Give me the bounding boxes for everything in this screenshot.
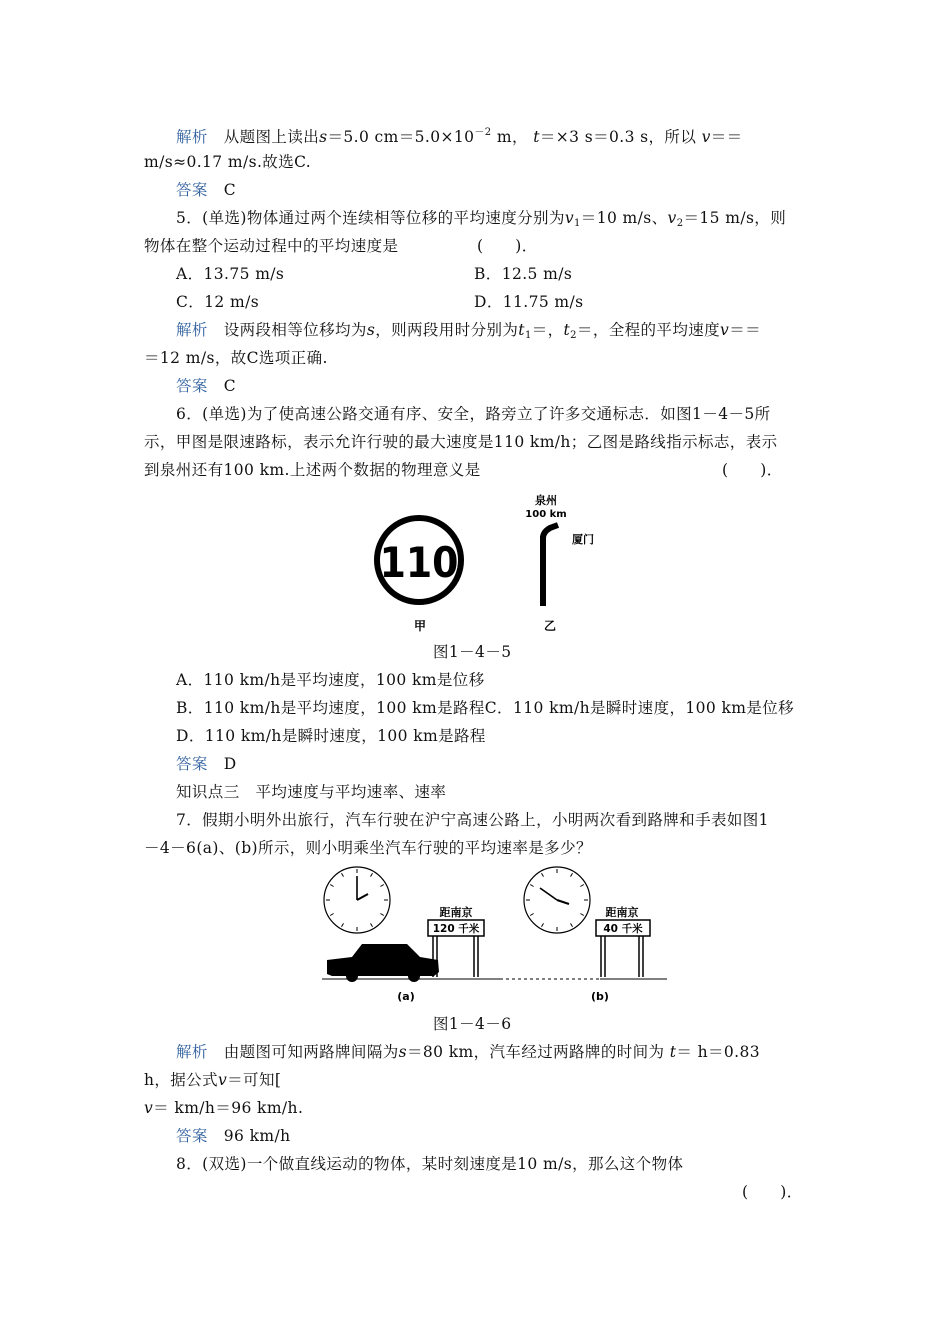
dest-quanzhou-distance: 100 km: [525, 509, 567, 520]
q5-analysis-line-2: ＝12 m/s，故C选项正确.: [144, 349, 328, 367]
q8-stem-line-1: 8．(双选)一个做直线运动的物体，某时刻速度是10 m/s，那么这个物体: [176, 1155, 684, 1173]
clock-b: [524, 867, 590, 933]
analysis-label: 解析: [176, 321, 208, 339]
q5-option-c: C．12 m/s: [176, 293, 260, 311]
dest-xiamen: 厦门: [572, 533, 594, 546]
q6-option-a: A．110 km/h是平均速度，100 km是位移: [176, 671, 485, 689]
answer-label: 答案: [176, 755, 208, 773]
q6-answer: 答案 D: [176, 755, 237, 773]
figure-caption: 图1－4－6: [433, 1015, 512, 1033]
answer-paren: ( )．: [477, 237, 538, 255]
answer-paren: ( )．: [742, 1183, 803, 1201]
q5-answer: 答案 C: [176, 377, 236, 395]
analysis-label: 解析: [176, 1043, 208, 1061]
q5-option-a: A．13.75 m/s: [176, 265, 285, 283]
q6-stem-line-2: 示，甲图是限速路标，表示允许行驶的最大速度是110 km/h；乙图是路线指示标志，表示: [144, 433, 778, 451]
label-b: (b): [591, 990, 609, 1003]
q6-stem-line-3: 到泉州还有100 km.上述两个数据的物理意义是 ( )．: [144, 461, 783, 479]
speed-limit-sign: [377, 518, 461, 602]
q7-analysis-line-3: v＝ km/h＝96 km/h.: [144, 1099, 304, 1117]
sign-distance-b: 40 千米: [603, 923, 643, 935]
q5-analysis-line-1: 解析 设两段相等位移均为s，则两段用时分别为$t_1=$，$t_2=$，全程的平均速度v＝＝: [176, 321, 762, 341]
analysis-label: 解析: [176, 128, 208, 146]
answer-label: 答案: [176, 377, 208, 395]
q6-option-d: D．110 km/h是瞬时速度，100 km是路程: [176, 727, 486, 745]
svg-text:距南京: 距南京: [605, 906, 639, 919]
sign-label-jia: 甲: [413, 619, 427, 633]
figure-caption: 图1－4－5: [433, 643, 512, 661]
clock-a: [324, 867, 390, 933]
q5-stem-line-2: 物体在整个运动过程中的平均速度是 ( )．: [144, 237, 538, 255]
q7-analysis-line-2: h，据公式v＝可知[: [144, 1071, 282, 1089]
section-title: 知识点三 平均速度与平均速率、速率: [176, 783, 447, 801]
figure-1-4-6: [322, 864, 672, 1009]
q4-answer: 答案 C: [176, 181, 236, 199]
distance-sign-b: [596, 905, 650, 977]
q6-stem-line-1: 6．(单选)为了使高速公路交通有序、安全，路旁立了许多交通标志．如图1－4－5所: [176, 405, 771, 423]
q4-analysis-line-1: 解析 从题图上读出s＝5.0 $cm=5.0\times 10^{-2}$ m， t＝×3 s＝0.3 s，所以 v＝＝: [176, 127, 743, 146]
q4-analysis-line-2: m/s≈0.17 m/s.故选C.: [144, 153, 312, 171]
svg-text:距南京: 距南京: [439, 906, 473, 919]
route-sign: [543, 525, 558, 606]
q7-stem-line-1: 7．假期小明外出旅行，汽车行驶在沪宁高速公路上，小明两次看到路牌和手表如图1: [176, 811, 769, 829]
answer-label: 答案: [176, 1127, 208, 1145]
dest-quanzhou: 泉州: [535, 494, 557, 507]
q7-answer: 答案 96 km/h: [176, 1127, 291, 1145]
q7-analysis-line-1: 解析 由题图可知两路牌间隔为s＝80 km，汽车经过两路牌的时间为 t＝ h＝0.83: [176, 1043, 761, 1061]
q6-option-b-c: B．110 km/h是平均速度，100 km是路程C．110 km/h是瞬时速度，100 km是位移: [176, 699, 795, 717]
sign-distance-a: 120 千米: [432, 923, 480, 935]
answer-paren: ( )．: [722, 461, 783, 479]
q7-stem-line-2: －4－6(a)、(b)所示，则小明乘坐汽车行驶的平均速率是多少？: [144, 839, 592, 857]
answer-label: 答案: [176, 181, 208, 199]
car-silhouette: [327, 944, 439, 982]
figure-1-4-5: [360, 488, 620, 638]
speed-limit-value: 110: [379, 538, 459, 587]
label-a: (a): [397, 990, 415, 1003]
sign-label-yi: 乙: [543, 619, 557, 633]
q5-stem-line-1: 5．(单选)物体通过两个连续相等位移的平均速度分别为$v_1=10$ m/s、$v_2=15$ m/s，则: [176, 209, 787, 229]
q5-option-d: D．11.75 m/s: [474, 293, 584, 311]
q5-option-b: B．12.5 m/s: [474, 265, 573, 283]
